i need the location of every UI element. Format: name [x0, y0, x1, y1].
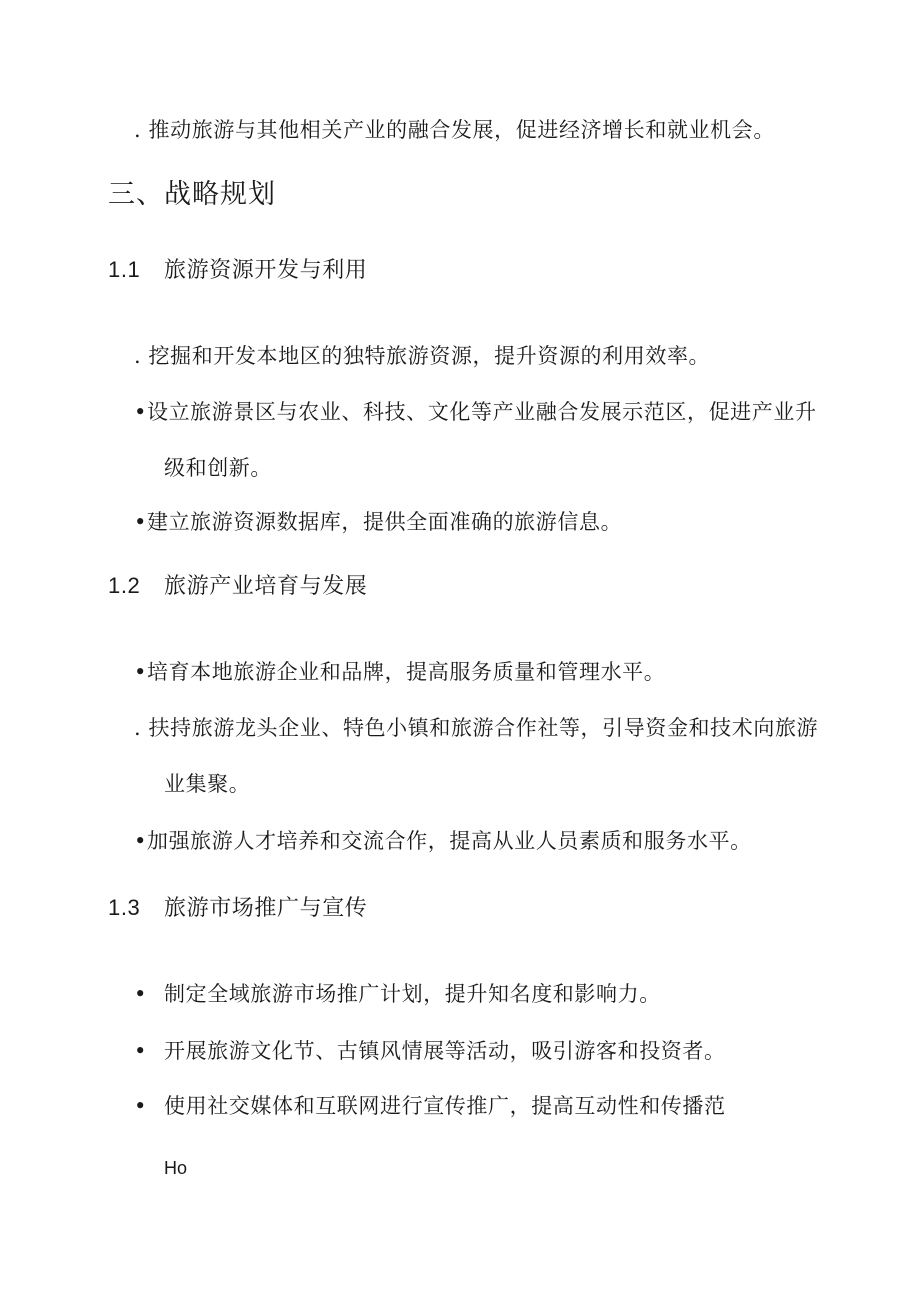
subsection-title: 旅游产业培育与发展	[164, 574, 368, 599]
bullet-text: 使用社交媒体和互联网进行宣传推广，提高互动性和传播范	[164, 1094, 726, 1118]
bullet-item	[134, 1037, 726, 1065]
subsection-number: 1.1	[108, 257, 141, 282]
bullet-text: 制定全域旅游市场推广计划，提升知名度和影响力。	[164, 982, 661, 1006]
bullet-dot: •	[134, 1094, 147, 1118]
trailing-fragment: Ho	[164, 1158, 188, 1178]
bullet-dot: •	[134, 982, 147, 1006]
bullet-item	[134, 980, 661, 1008]
paragraph-line: •加强旅游人才培养和交流合作，提高从业人员素质和服务水平。	[134, 829, 752, 853]
subsection-number: 1.2	[108, 573, 141, 598]
paragraph-line: . 挖掘和开发本地区的独特旅游资源，提升资源的利用效率。	[134, 344, 711, 368]
bullet-item	[134, 1092, 726, 1120]
subsection-heading-1-2	[108, 572, 367, 601]
paragraph-line: 级和创新。	[164, 456, 272, 480]
paragraph-line: •建立旅游资源数据库，提供全面准确的旅游信息。	[134, 510, 623, 534]
subsection-title: 旅游市场推广与宣传	[164, 896, 368, 921]
paragraph-line: . 推动旅游与其他相关产业的融合发展，促进经济增长和就业机会。	[134, 118, 775, 142]
paragraph-line: •培育本地旅游企业和品牌，提高服务质量和管理水平。	[134, 660, 666, 684]
paragraph-line: 业集聚。	[164, 772, 251, 796]
subsection-heading-1-1	[108, 256, 367, 285]
section-title: 三、战略规划	[108, 179, 276, 210]
subsection-number: 1.3	[108, 895, 141, 920]
bullet-text: 开展旅游文化节、古镇风情展等活动，吸引游客和投资者。	[164, 1039, 726, 1063]
paragraph-line: •设立旅游景区与农业、科技、文化等产业融合发展示范区，促进产业升	[134, 400, 817, 424]
subsection-heading-1-3	[108, 894, 367, 923]
subsection-title: 旅游资源开发与利用	[164, 258, 368, 283]
bullet-dot: •	[134, 1039, 147, 1063]
paragraph-line: . 扶持旅游龙头企业、特色小镇和旅游合作社等，引导资金和技术向旅游	[134, 716, 819, 740]
